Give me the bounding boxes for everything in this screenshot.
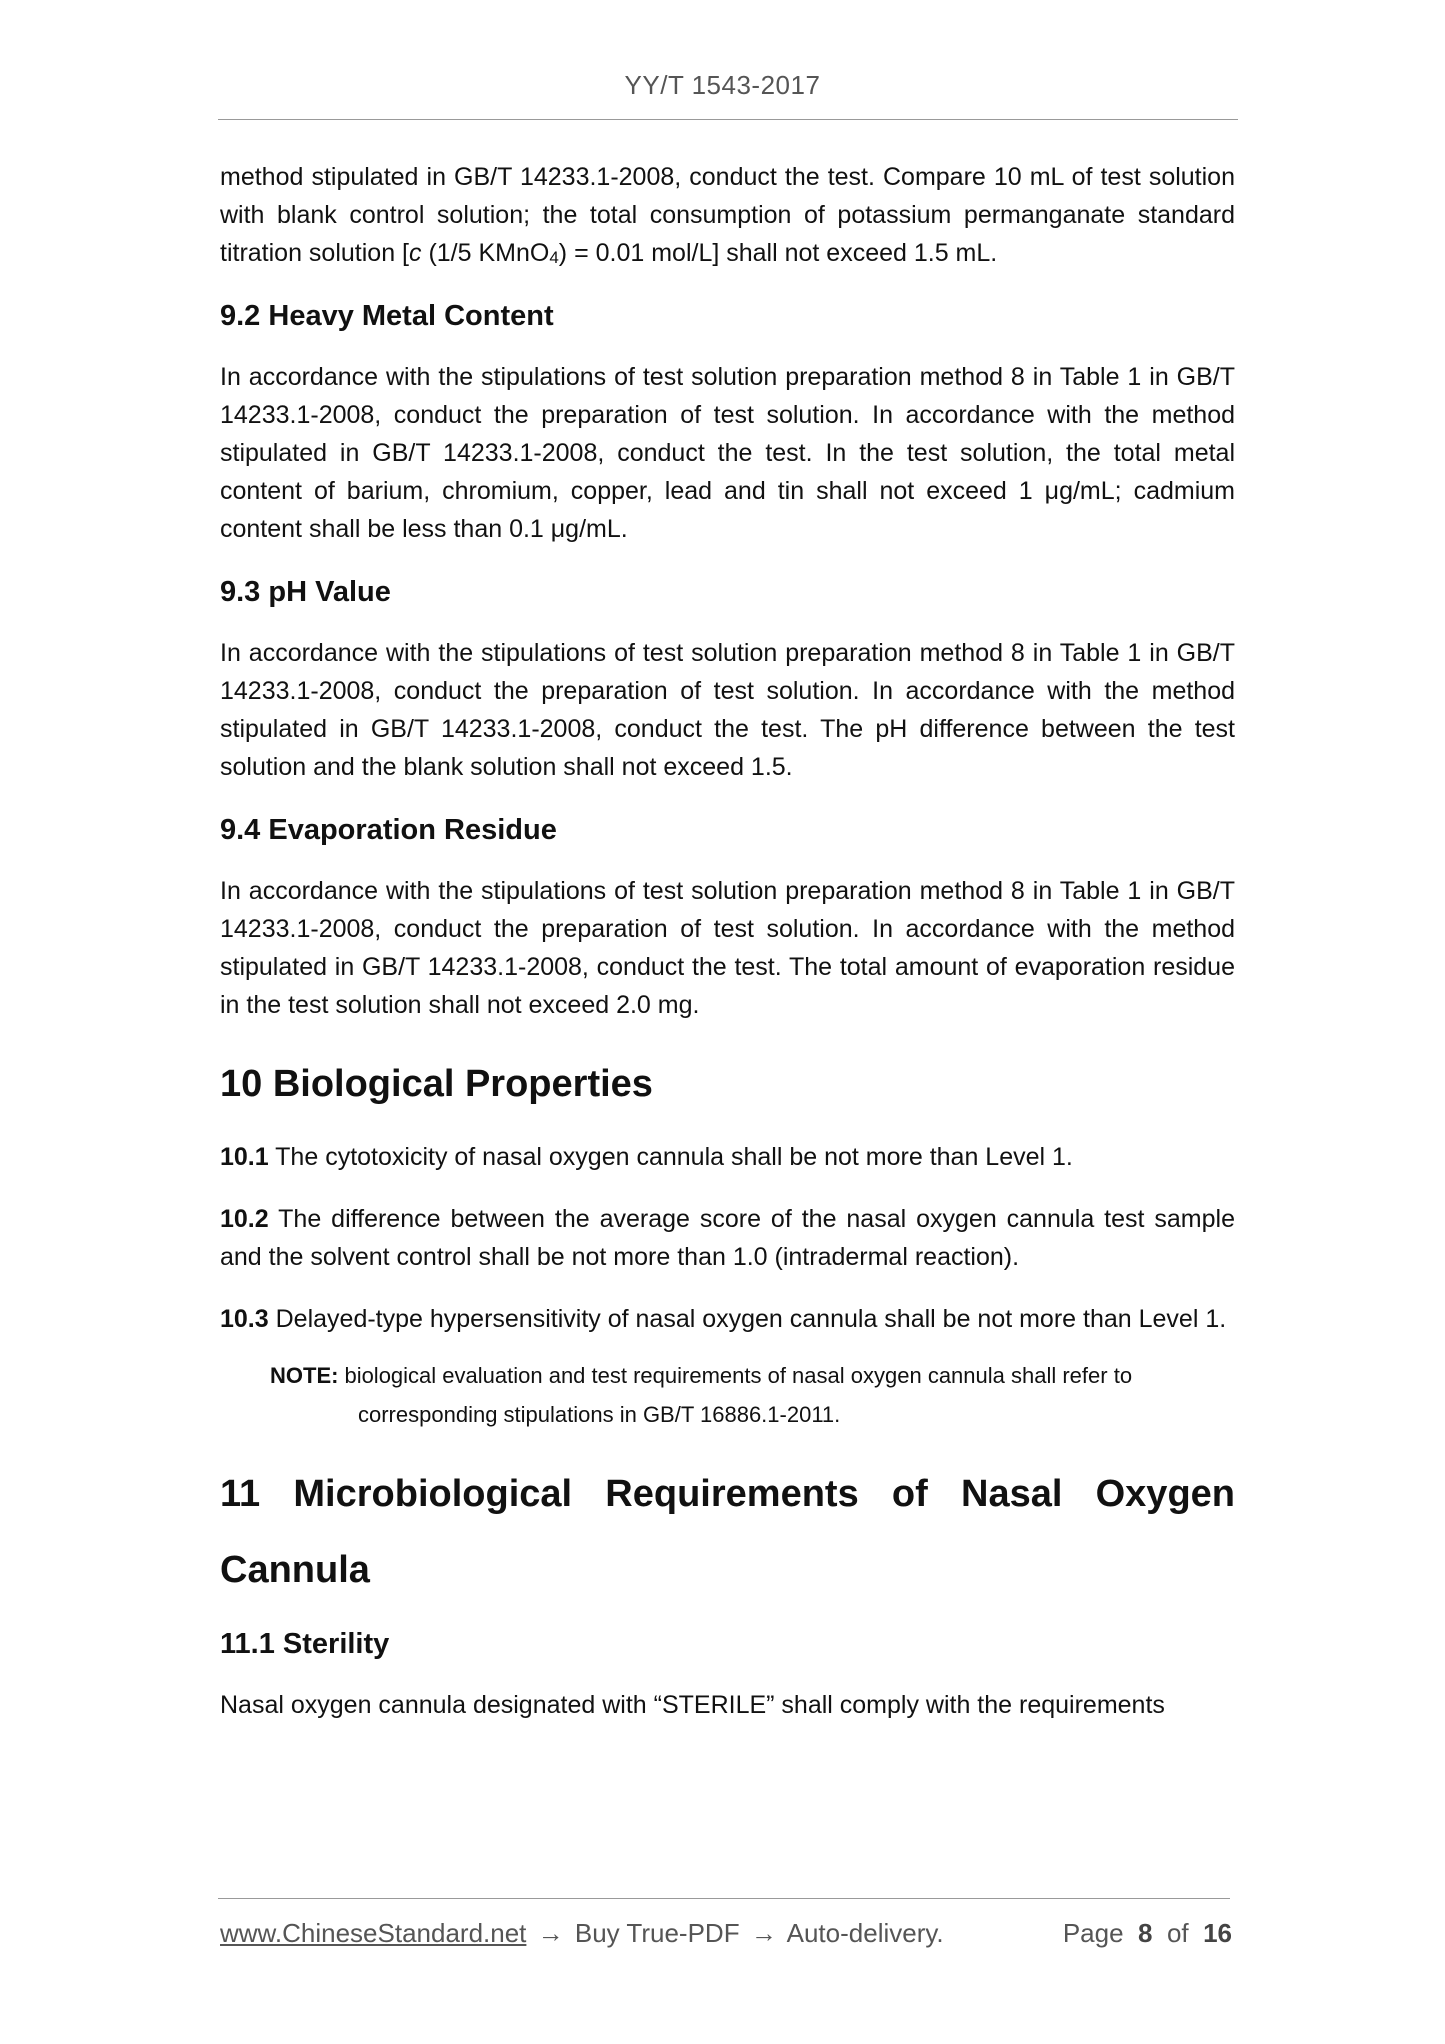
document-id-header: YY/T 1543-2017 bbox=[624, 70, 821, 100]
arrow-icon: → bbox=[750, 1918, 777, 1948]
website-link[interactable]: www.ChineseStandard.net bbox=[220, 1918, 527, 1948]
subscript-4: 4 bbox=[549, 248, 559, 267]
italic-c: c bbox=[409, 239, 422, 267]
page-indicator: Page 8 of 16 bbox=[1062, 1918, 1232, 1948]
paragraph-9-2: In accordance with the stipulations of test solution preparation method 8 in Table 1 in GB/T 14233.1-2008, conduct the preparation of test solution. In accordance with the method stipulated in GB/T 14233.1-2008, conduct the test. In the test solution, the total metal content of barium, chromium, copper, lead and tin shall not exceed 1 μg/mL; cadmium content shall be less than 0.1 μg/mL. bbox=[220, 363, 1235, 543]
heading-10: 10 Biological Properties bbox=[220, 1063, 653, 1105]
current-page: 8 bbox=[1138, 1918, 1153, 1948]
item-10-1: 10.1 The cytotoxicity of nasal oxygen cannula shall be not more than Level 1. bbox=[220, 1143, 1073, 1171]
paragraph-9-3: In accordance with the stipulations of test solution preparation method 8 in Table 1 in GB/T 14233.1-2008, conduct the preparation of test solution. In accordance with the method stipulated in GB/T 14233.1-2008, conduct the test. The pH difference between the test solution and the blank solution shall not exceed 1.5. bbox=[220, 639, 1235, 781]
buy-text: Buy True-PDF bbox=[574, 1918, 740, 1948]
heading-9-2: 9.2 Heavy Metal Content bbox=[220, 300, 554, 332]
header-divider bbox=[218, 119, 1238, 120]
note-label: NOTE: bbox=[270, 1363, 339, 1388]
heading-9-3: 9.3 pH Value bbox=[220, 576, 391, 608]
paragraph-11-1: Nasal oxygen cannula designated with “STERILE” shall comply with the requirements bbox=[220, 1691, 1165, 1719]
delivery-text: Auto-delivery. bbox=[786, 1918, 944, 1948]
note-block bbox=[270, 1356, 1235, 1434]
paragraph-9-4: In accordance with the stipulations of test solution preparation method 8 in Table 1 in GB/T 14233.1-2008, conduct the preparation of test solution. In accordance with the method stipulated in GB/T 14233.1-2008, conduct the test. The total amount of evaporation residue in the test solution shall not exceed 2.0 mg. bbox=[220, 877, 1235, 1019]
footer-divider bbox=[218, 1898, 1230, 1899]
intro-paragraph: method stipulated in GB/T 14233.1-2008, conduct the test. Compare 10 mL of test solution with blank control solution; the total consumption of potassium permanganate standard titration solution [c (1/5 KMnO$_4$) = 0.01 mol/L] shall not exceed 1.5 mL. bbox=[220, 163, 1235, 267]
arrow-icon: → bbox=[537, 1918, 564, 1948]
heading-11: 11 Microbiological Requirements of Nasal Oxygen Cannula bbox=[220, 1473, 1235, 1591]
item-10-2: 10.2 The difference between the average score of the nasal oxygen cannula test sample and the solvent control shall be not more than 1.0 (intradermal reaction). bbox=[220, 1205, 1235, 1271]
note-line-1: biological evaluation and test requirements of nasal oxygen cannula shall refer to bbox=[344, 1363, 1133, 1388]
page-content bbox=[220, 158, 1235, 1724]
heading-9-4: 9.4 Evaporation Residue bbox=[220, 814, 557, 846]
page-footer bbox=[220, 1918, 1232, 1949]
item-10-3: 10.3 Delayed-type hypersensitivity of nasal oxygen cannula shall be not more than Level 1. bbox=[220, 1305, 1227, 1333]
total-pages: 16 bbox=[1203, 1918, 1232, 1948]
heading-11-1: 11.1 Sterility bbox=[220, 1628, 390, 1660]
note-line-2: corresponding stipulations in GB/T 16886.1-2011. bbox=[358, 1402, 841, 1427]
